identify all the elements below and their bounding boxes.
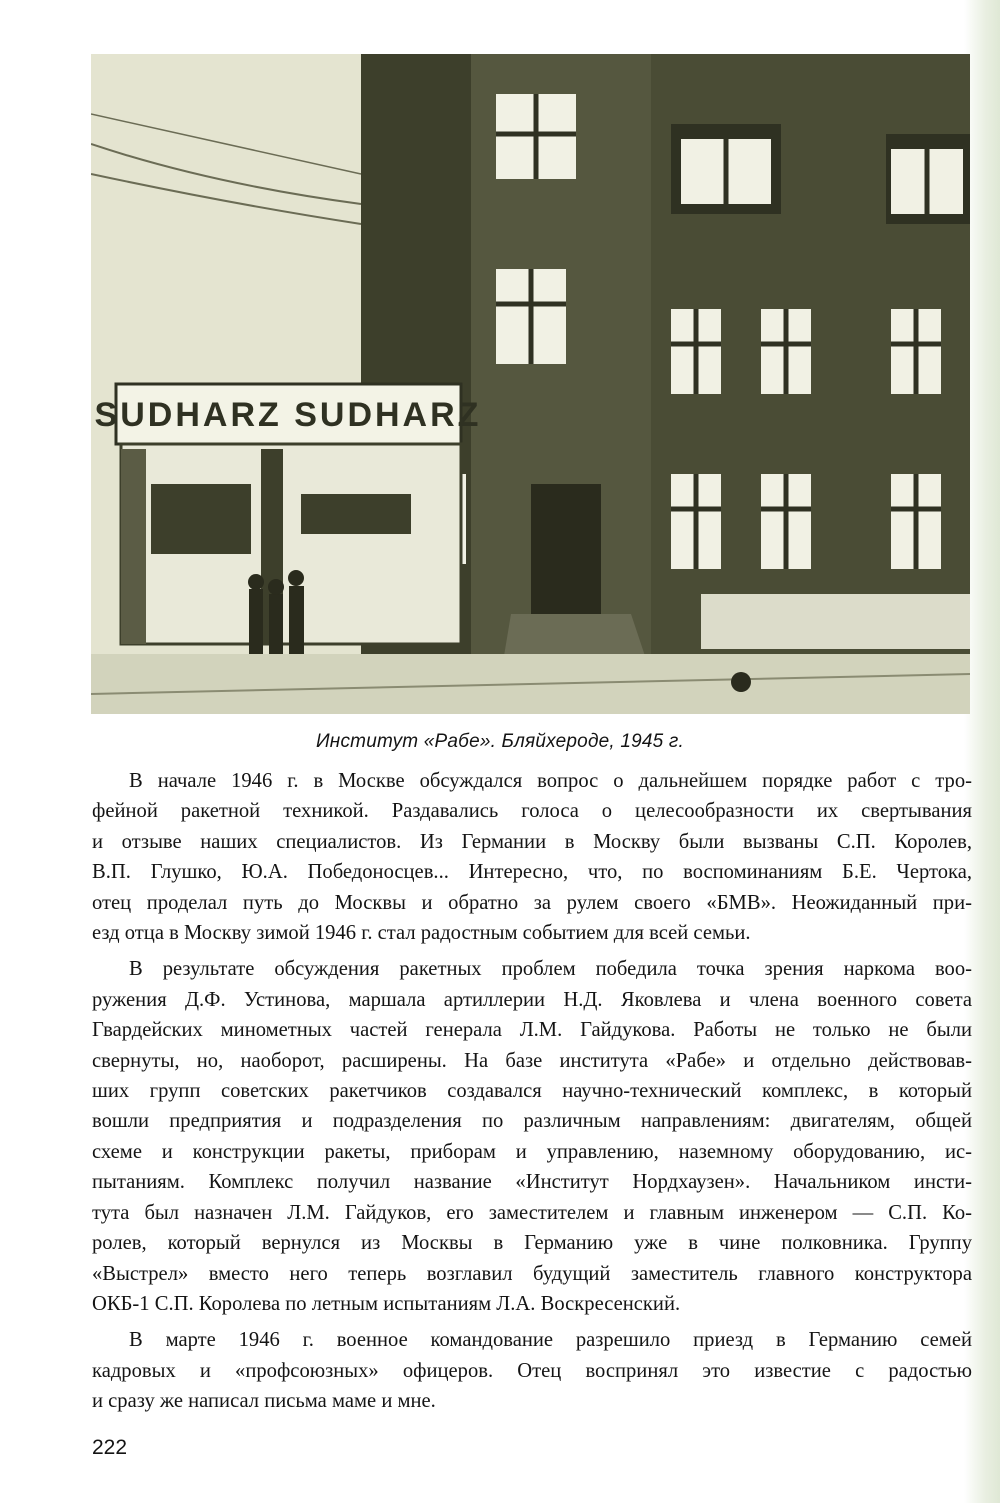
text-line: вошли предприятия и подразделения по различным направлениям: двигателям, общей: [92, 1110, 972, 1133]
text-line: ружения Д.Ф. Устинова, маршала артиллерии Н.Д. Яковлева и члена военного совета: [92, 988, 972, 1011]
text-line: В марте 1946 г. военное командование разрешило приезд в Германию семей: [129, 1329, 972, 1352]
text-line: фейной ракетной техникой. Раздавались голоса о целесообразности их свертывания: [92, 800, 972, 823]
text-line: В.П. Глушко, Ю.А. Победоносцев... Интересно, что, по воспоминаниям Б.Е. Чертока,: [92, 861, 972, 884]
text-line: ших групп советских ракетчиков создавался научно-технический комплекс, в который: [92, 1080, 972, 1103]
text-line: свернуты, но, наоборот, расширены. На базе института «Рабе» и отдельно действовав-: [92, 1049, 972, 1072]
text-line: В начале 1946 г. в Москве обсуждался вопрос о дальнейшем порядке работ с тро-: [129, 770, 972, 792]
text-line: езд отца в Москву зимой 1946 г. стал радостным событием для всей семьи.: [92, 922, 751, 945]
page-number: 222: [92, 1436, 128, 1459]
text-line: кадровых и «профсоюзных» офицеров. Отец воспринял это известие с радостью: [92, 1359, 972, 1382]
article-body: [92, 766, 972, 1423]
text-line: «Выстрел» вместо него теперь возглавил будущий заместитель главного конструктора: [92, 1262, 972, 1285]
text-line: В результате обсуждения ракетных проблем победила точка зрения наркома воо-: [129, 958, 972, 981]
shop-sign-text: SUDHARZ SUDHARZ: [94, 396, 482, 434]
paragraph-2: [92, 954, 972, 1319]
building-photo: [91, 54, 970, 714]
text-line: отец проделал путь до Москвы и обратно за рулем своего «БМВ». Неожиданный при-: [92, 891, 972, 914]
text-line: схеме и конструкции ракеты, приборам и управлению, наземному оборудованию, ис-: [92, 1140, 972, 1163]
text-line: Гвардейских минометных частей генерала Л.М. Гайдукова. Работы не только не были: [92, 1019, 972, 1042]
text-line: пытаниям. Комплекс получил название «Институт Нордхаузен». Начальником инсти-: [92, 1171, 972, 1194]
text-line: и сразу же написал письма маме и мне.: [92, 1390, 436, 1413]
text-line: ролев, который вернулся из Москвы в Германию уже в чине полковника. Группу: [92, 1232, 972, 1255]
paragraph-1: [92, 766, 972, 948]
paragraph-3: [92, 1325, 972, 1416]
text-line: тута был назначен Л.М. Гайдуков, его заместителем и главным инженером — С.П. Ко-: [92, 1201, 972, 1224]
text-line: и отзыве наших специалистов. Из Германии в Москву были вызваны С.П. Королев,: [92, 830, 972, 853]
photo-caption: Институт «Рабе». Бляйхероде, 1945 г.: [316, 731, 684, 752]
text-line: ОКБ-1 С.П. Королева по летным испытаниям Л.А. Воскресенский.: [92, 1292, 681, 1315]
